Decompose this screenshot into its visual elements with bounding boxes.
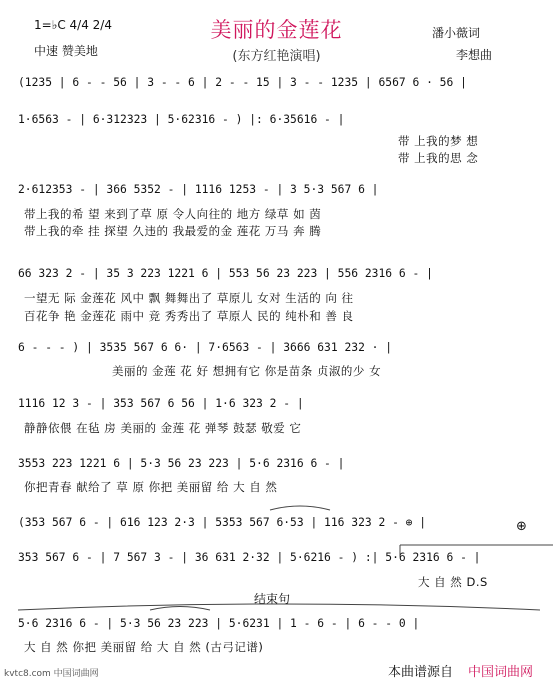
song-title: 美丽的金莲花: [210, 18, 343, 42]
score-row-2-lyrics-2: 带 上我的思 念: [398, 151, 479, 165]
score-row-10-notes: 5·6 2316 6 - | 5·3 56 23 223 | 5·6231 | 1 - 6 - | 6 - - 0 |: [18, 617, 420, 630]
key-signature: 1=♭C 4/4 2/4: [34, 18, 112, 32]
score-row-3-lyrics-1: 带上我的希 望 来到了草 原 令人向往的 地方 绿草 如 茵: [24, 207, 322, 221]
slur-mark: [270, 506, 330, 510]
footer-source-label: 本曲谱源自: [388, 665, 454, 680]
score-row-7-notes: 3553 223 1221 6 | 5·3 56 23 223 | 5·6 2316 6 - |: [18, 457, 345, 470]
footer-site-link[interactable]: 中国词曲网: [468, 665, 534, 680]
ending-label: 结束句: [254, 592, 291, 606]
ending-slur: [18, 604, 540, 610]
score-row-3-lyrics-2: 带上我的牵 挂 探望 久违的 我最爱的金 莲花 万马 奔 腾: [24, 224, 322, 238]
footer-site-left: kvtc8.com 中国词曲网: [4, 669, 99, 679]
score-row-9-lyrics-1: 大 自 然 D.S: [418, 575, 488, 589]
lyricist-credit: 潘小薇词: [432, 26, 481, 40]
score-row-9-notes: 353 567 6 - | 7 567 3 - | 36 631 2·32 | 5·6216 - ) :| 5·6 2316 6 - |: [18, 551, 481, 564]
composer-credit: 李想曲: [456, 48, 493, 62]
score-row-7-lyrics-1: 你把青春 献给了 草 原 你把 美丽留 给 大 自 然: [24, 480, 278, 494]
singer-subtitle: (东方红艳演唱): [232, 49, 321, 64]
score-row-2-notes: 1·6563 - | 6·312323 | 5·62316 - ) |: 6·35616 - |: [18, 113, 345, 126]
score-row-8-notes: (353 567 6 - | 616 123 2·3 | 5353 567 6·53 | 116 323 2 - ⊕ |: [18, 516, 427, 529]
score-row-4-lyrics-2: 百花争 艳 金莲花 雨中 竞 秀秀出了 草原人 民的 纯朴和 善 良: [24, 309, 354, 323]
score-row-6-lyrics-1: 静静依偎 在毡 房 美丽的 金莲 花 弹琴 鼓瑟 敬爱 它: [24, 421, 302, 435]
score-row-1-notes: (1235 | 6 - - 56 | 3 - - 6 | 2 - - 15 | 3 - - 1235 | 6567 6 · 56 |: [18, 76, 467, 89]
score-row-2-lyrics-1: 带 上我的梦 想: [398, 134, 479, 148]
tempo-marking: 中速 赞美地: [34, 44, 98, 58]
slur-mark-2: [150, 607, 210, 611]
score-row-5-notes: 6 - - - ) | 3535 567 6 6· | 7·6563 - | 3666 631 232 · |: [18, 341, 393, 354]
score-row-4-notes: 66 323 2 - | 35 3 223 1221 6 | 553 56 23 223 | 556 2316 6 - |: [18, 267, 433, 280]
score-row-6-notes: 1116 12 3 - | 353 567 6 56 | 1·6 323 2 - |: [18, 397, 304, 410]
score-row-5-lyrics-1: 美丽的 金莲 花 好 想拥有它 你是苗条 贞淑的少 女: [112, 364, 382, 378]
score-row-10-lyrics-1: 大 自 然 你把 美丽留 给 大 自 然 (古弓记谱): [24, 640, 264, 654]
score-row-4-lyrics-1: 一望无 际 金莲花 风中 飘 舞舞出了 草原儿 女对 生活的 向 往: [24, 291, 354, 305]
coda-icon: ⊕: [516, 519, 527, 534]
score-row-3-notes: 2·612353 - | 366 5352 - | 1116 1253 - | 3 5·3 567 6 |: [18, 183, 379, 196]
